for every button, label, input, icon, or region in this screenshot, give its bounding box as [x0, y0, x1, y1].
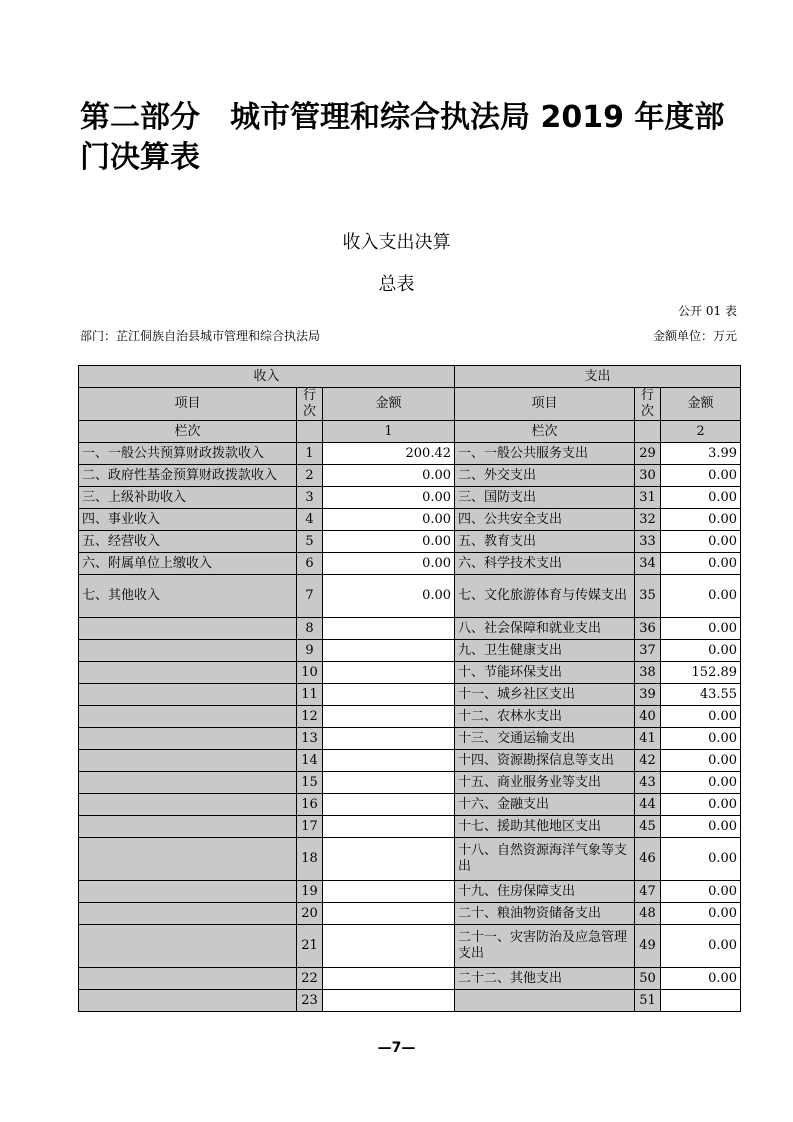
table-row: [79, 816, 741, 838]
table-row: [79, 662, 741, 684]
income-line-number: 20: [297, 903, 323, 925]
expense-line-number: 31: [635, 487, 661, 509]
income-amount: [323, 968, 455, 990]
expense-amount: 0.00: [661, 618, 741, 640]
income-amount: [323, 816, 455, 838]
expense-line-number: 47: [635, 881, 661, 903]
table-subtitle: 总表: [378, 274, 415, 295]
income-index-label: 栏次: [79, 421, 297, 443]
income-line-number: 17: [297, 816, 323, 838]
expense-line-number: 42: [635, 750, 661, 772]
expense-amount: 0.00: [661, 903, 741, 925]
income-line-number: 5: [297, 531, 323, 553]
expense-item: 十五、商业服务业等支出: [455, 772, 635, 794]
expense-line-number: 36: [635, 618, 661, 640]
income-line-number: 22: [297, 968, 323, 990]
income-amount: [323, 706, 455, 728]
expense-column-number: 2: [661, 421, 741, 443]
expense-line-number: 29: [635, 443, 661, 465]
expense-item: 七、文化旅游体育与传媒支出: [455, 575, 635, 618]
expense-amount: 0.00: [661, 925, 741, 968]
table-title: 收入支出决算: [342, 232, 451, 253]
income-item: [79, 684, 297, 706]
expense-item-header: 项目: [455, 388, 635, 421]
expense-amount: 0.00: [661, 465, 741, 487]
expense-line-number: 37: [635, 640, 661, 662]
final-accounts-table: [78, 365, 741, 1012]
income-item: [79, 903, 297, 925]
income-item: [79, 706, 297, 728]
table-row: [79, 881, 741, 903]
income-amount: [323, 881, 455, 903]
income-amount: 0.00: [323, 487, 455, 509]
table-row: [79, 772, 741, 794]
expense-line-number: 33: [635, 531, 661, 553]
expense-amount: 3.99: [661, 443, 741, 465]
income-amount: [323, 618, 455, 640]
income-item: [79, 794, 297, 816]
income-item: 一、一般公共预算财政拨款收入: [79, 443, 297, 465]
expense-amount: [661, 990, 741, 1012]
expense-line-number: 30: [635, 465, 661, 487]
income-line-number: 6: [297, 553, 323, 575]
expense-item: 二、外交支出: [455, 465, 635, 487]
income-item: 四、事业收入: [79, 509, 297, 531]
income-line-number: 10: [297, 662, 323, 684]
expense-line-number: 35: [635, 575, 661, 618]
expense-amount: 0.00: [661, 816, 741, 838]
income-item: [79, 662, 297, 684]
expense-amount-header: 金额: [661, 388, 741, 421]
expense-line-number: 45: [635, 816, 661, 838]
income-header: 收入: [79, 366, 455, 388]
expense-amount: 0.00: [661, 553, 741, 575]
income-item: [79, 968, 297, 990]
income-item: 三、上级补助收入: [79, 487, 297, 509]
income-line-number: 18: [297, 838, 323, 881]
expense-line-number: 46: [635, 838, 661, 881]
income-line-header: 行次: [297, 388, 323, 421]
expense-item: 二十一、灾害防治及应急管理支出: [455, 925, 635, 968]
income-line-number: 12: [297, 706, 323, 728]
expense-amount: 0.00: [661, 881, 741, 903]
expense-amount: 0.00: [661, 575, 741, 618]
expense-amount: 0.00: [661, 487, 741, 509]
income-amount: [323, 903, 455, 925]
income-line-number: 3: [297, 487, 323, 509]
income-line-number: 7: [297, 575, 323, 618]
income-item: [79, 750, 297, 772]
table-row: [79, 706, 741, 728]
expense-line-number: 40: [635, 706, 661, 728]
table-row: [79, 728, 741, 750]
table-row: [79, 925, 741, 968]
expense-line-number: 41: [635, 728, 661, 750]
expense-item: 四、公共安全支出: [455, 509, 635, 531]
income-item: [79, 990, 297, 1012]
expense-item: 八、社会保障和就业支出: [455, 618, 635, 640]
expense-item: [455, 990, 635, 1012]
income-line-number: 19: [297, 881, 323, 903]
table-row: [79, 487, 741, 509]
income-line-number: 4: [297, 509, 323, 531]
expense-amount: 152.89: [661, 662, 741, 684]
income-amount: [323, 662, 455, 684]
income-item: 二、政府性基金预算财政拨款收入: [79, 465, 297, 487]
income-line-number: 14: [297, 750, 323, 772]
income-column-number: 1: [323, 421, 455, 443]
expense-amount: 0.00: [661, 706, 741, 728]
table-row: [79, 684, 741, 706]
income-line-number: 1: [297, 443, 323, 465]
income-amount: 0.00: [323, 531, 455, 553]
expense-amount: 0.00: [661, 728, 741, 750]
expense-item: 六、科学技术支出: [455, 553, 635, 575]
expense-item: 十三、交通运输支出: [455, 728, 635, 750]
expense-amount: 43.55: [661, 684, 741, 706]
department-label: 部门：芷江侗族自治县城市管理和综合执法局: [80, 329, 321, 343]
table-row: [79, 553, 741, 575]
income-amount: [323, 684, 455, 706]
income-line-number: 13: [297, 728, 323, 750]
income-amount: [323, 640, 455, 662]
table-row: [79, 443, 741, 465]
expense-amount: 0.00: [661, 968, 741, 990]
expense-amount: 0.00: [661, 838, 741, 881]
income-line-number: 9: [297, 640, 323, 662]
expense-index-label: 栏次: [455, 421, 635, 443]
expense-line-number: 38: [635, 662, 661, 684]
expense-item: 十八、自然资源海洋气象等支出: [455, 838, 635, 881]
expense-item: 五、教育支出: [455, 531, 635, 553]
income-item: 六、附属单位上缴收入: [79, 553, 297, 575]
income-amount: [323, 728, 455, 750]
expense-item: 十四、资源勘探信息等支出: [455, 750, 635, 772]
expense-item: 一、一般公共服务支出: [455, 443, 635, 465]
expense-amount: 0.00: [661, 750, 741, 772]
income-line-number: 21: [297, 925, 323, 968]
expense-line-header: 行次: [635, 388, 661, 421]
income-item: [79, 816, 297, 838]
income-line-number: 8: [297, 618, 323, 640]
income-amount: 0.00: [323, 465, 455, 487]
income-amount: [323, 838, 455, 881]
income-item: [79, 925, 297, 968]
table-row: [79, 968, 741, 990]
table-row: [79, 903, 741, 925]
expense-amount: 0.00: [661, 640, 741, 662]
income-amount: 0.00: [323, 553, 455, 575]
income-amount: 0.00: [323, 509, 455, 531]
expense-line-number: 51: [635, 990, 661, 1012]
income-item: [79, 881, 297, 903]
page-number: —7—: [377, 1040, 416, 1056]
table-row: [79, 465, 741, 487]
expense-amount: 0.00: [661, 509, 741, 531]
table-row: [79, 640, 741, 662]
expense-item: 三、国防支出: [455, 487, 635, 509]
income-line-number: 15: [297, 772, 323, 794]
expense-item: 十、节能环保支出: [455, 662, 635, 684]
income-amount: [323, 990, 455, 1012]
expense-header: 支出: [455, 366, 741, 388]
expense-item: 十九、住房保障支出: [455, 881, 635, 903]
income-line-number: 23: [297, 990, 323, 1012]
income-amount: [323, 772, 455, 794]
income-amount: [323, 750, 455, 772]
income-item: [79, 772, 297, 794]
page-heading: 第二部分 城市管理和综合执法局 2019 年度部门决算表: [80, 100, 725, 175]
expense-amount: 0.00: [661, 531, 741, 553]
income-amount: 200.42: [323, 443, 455, 465]
income-item: 五、经营收入: [79, 531, 297, 553]
expense-item: 十七、援助其他地区支出: [455, 816, 635, 838]
income-amount-header: 金额: [323, 388, 455, 421]
expense-line-number: 50: [635, 968, 661, 990]
expense-amount: 0.00: [661, 772, 741, 794]
expense-item: 二十、粮油物资储备支出: [455, 903, 635, 925]
table-row: [79, 509, 741, 531]
amount-unit-label: 金额单位：万元: [652, 329, 737, 343]
expense-item: 十二、农林水支出: [455, 706, 635, 728]
table-row: [79, 575, 741, 618]
income-line-number: 16: [297, 794, 323, 816]
expense-line-number: 48: [635, 903, 661, 925]
income-line-number: 11: [297, 684, 323, 706]
income-item: [79, 640, 297, 662]
table-row: [79, 531, 741, 553]
table-row: [79, 990, 741, 1012]
expense-item: 二十二、其他支出: [455, 968, 635, 990]
income-item: [79, 838, 297, 881]
income-item: 七、其他收入: [79, 575, 297, 618]
income-line-number: 2: [297, 465, 323, 487]
table-row: [79, 618, 741, 640]
expense-line-number: 49: [635, 925, 661, 968]
income-amount: [323, 794, 455, 816]
form-number: 公开 01 表: [678, 304, 737, 318]
expense-item: 十一、城乡社区支出: [455, 684, 635, 706]
income-item: [79, 728, 297, 750]
expense-item: 十六、金融支出: [455, 794, 635, 816]
table-row: [79, 838, 741, 881]
income-amount: 0.00: [323, 575, 455, 618]
table-row: [79, 794, 741, 816]
expense-amount: 0.00: [661, 794, 741, 816]
expense-item: 九、卫生健康支出: [455, 640, 635, 662]
income-amount: [323, 925, 455, 968]
expense-line-number: 32: [635, 509, 661, 531]
expense-line-number: 39: [635, 684, 661, 706]
table-row: [79, 750, 741, 772]
income-item-header: 项目: [79, 388, 297, 421]
expense-line-number: 34: [635, 553, 661, 575]
expense-line-number: 43: [635, 772, 661, 794]
income-item: [79, 618, 297, 640]
expense-line-number: 44: [635, 794, 661, 816]
